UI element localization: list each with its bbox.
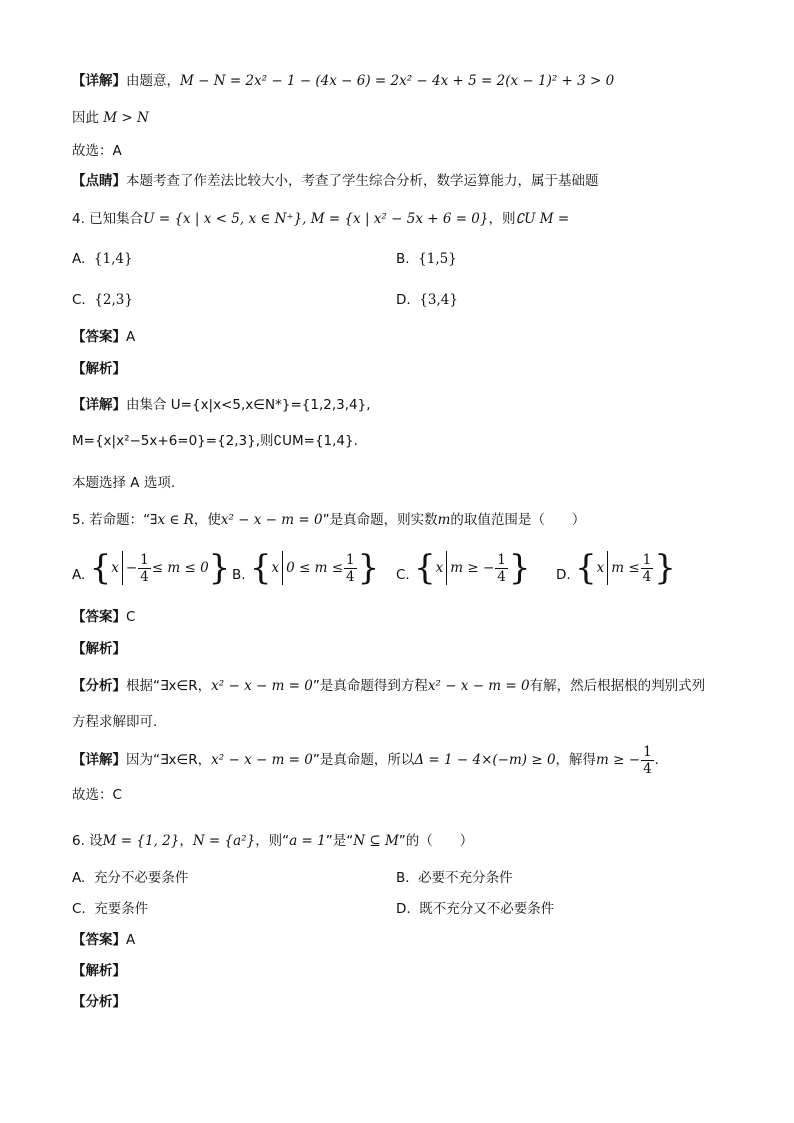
set-cond: m ≤ bbox=[611, 560, 640, 576]
q4-detail-line1 bbox=[72, 396, 371, 414]
q4-detail-line2: M={x|x²−5x+6=0}={2,3},则∁UM={1,4}. bbox=[72, 433, 358, 449]
numerator: 1 bbox=[642, 551, 652, 568]
fraction bbox=[344, 552, 357, 585]
option-label: A. bbox=[72, 870, 86, 886]
fenxi-text2: ”是真命题得到方程 bbox=[312, 678, 428, 694]
answer-value: A bbox=[126, 329, 136, 345]
q5-stem bbox=[72, 511, 585, 529]
comment-text: 本题考查了作差法比较大小，考查了学生综合分析，数学运算能力，属于基础题 bbox=[126, 173, 599, 189]
set-var: x bbox=[435, 560, 444, 576]
q5-stem-suffix: ”是真命题，则实数 bbox=[322, 512, 438, 528]
set-var: x bbox=[271, 560, 280, 576]
numerator: 1 bbox=[346, 551, 355, 568]
fraction bbox=[138, 552, 151, 585]
q6-option-b bbox=[396, 869, 513, 887]
left-brace: { bbox=[89, 548, 112, 588]
detail-text: 由题意， bbox=[126, 73, 180, 89]
option-value: 充分不必要条件 bbox=[93, 870, 189, 886]
detail-text2: ”是真命题，所以 bbox=[312, 752, 415, 768]
set-cond: m ≥ − bbox=[450, 560, 495, 576]
set-expression bbox=[250, 548, 379, 588]
detail-text3: ，解得 bbox=[555, 752, 597, 768]
option-label: D. bbox=[396, 292, 411, 308]
q3-detail-line bbox=[72, 72, 614, 90]
option-label: C. bbox=[72, 292, 86, 308]
q3-choose: 故选：A bbox=[72, 143, 122, 159]
detail-math1: x² − x − m = 0 bbox=[211, 752, 313, 768]
set-expression bbox=[90, 548, 231, 588]
option-label: A. bbox=[72, 251, 86, 267]
q5-fenxi-line1 bbox=[72, 677, 705, 695]
q4-option-c bbox=[72, 291, 133, 309]
set-expression bbox=[575, 548, 676, 588]
option-label: C. bbox=[72, 901, 86, 917]
option-label: A. bbox=[72, 567, 86, 583]
set-cond: 0 ≤ m ≤ bbox=[286, 560, 344, 576]
fenxi-math1: x² − x − m = 0 bbox=[211, 678, 313, 694]
q4-detail-line3: 本题选择 A 选项. bbox=[72, 475, 176, 491]
q4-stem-prefix: 4. 已知集合 bbox=[72, 211, 144, 227]
therefore-text: 因此 bbox=[72, 110, 99, 126]
q4-option-b bbox=[396, 250, 457, 268]
answer-tag: 【答案】 bbox=[72, 932, 126, 948]
q5-option-a bbox=[72, 548, 230, 595]
set-bar bbox=[282, 551, 283, 585]
option-label: B. bbox=[396, 870, 410, 886]
answer-value: A bbox=[126, 932, 136, 948]
numerator: 1 bbox=[643, 743, 652, 760]
q5-stem-m: m bbox=[437, 512, 451, 528]
q4-option-d bbox=[396, 291, 458, 309]
detail-tag: 【详解】 bbox=[72, 397, 126, 413]
option-value: {1,4} bbox=[93, 251, 133, 267]
q5-option-b bbox=[232, 548, 379, 595]
option-label: D. bbox=[396, 901, 411, 917]
minus-sign: − bbox=[125, 560, 138, 576]
numerator: 1 bbox=[140, 551, 149, 568]
q5-stem-mid: ，使 bbox=[193, 512, 221, 528]
denominator: 4 bbox=[140, 568, 149, 585]
q3-therefore-line bbox=[72, 109, 149, 127]
q6-stem-text2: ”是“ bbox=[325, 833, 354, 849]
q6-stem-prefix: 6. 设 bbox=[72, 833, 103, 849]
set-var: x bbox=[111, 560, 119, 576]
q6-stem-text3: ”的（ ） bbox=[398, 833, 474, 849]
set-var: x bbox=[596, 560, 605, 576]
option-label: B. bbox=[396, 251, 410, 267]
q4-stem-end: ∁U M = bbox=[515, 211, 570, 227]
option-value: {2,3} bbox=[94, 292, 133, 308]
q5-stem-math2: x² − x − m = 0 bbox=[220, 512, 323, 528]
q6-stem-math1: M = {1, 2} bbox=[102, 833, 180, 849]
q6-fenxi-tag: 【分析】 bbox=[72, 994, 126, 1010]
comment-tag: 【点睛】 bbox=[72, 173, 126, 189]
set-bar bbox=[446, 551, 447, 585]
q5-stem-end: 的取值范围是（ ） bbox=[450, 512, 586, 528]
set-bar bbox=[122, 551, 123, 585]
q5-stem-prefix: 5. 若命题：“ bbox=[72, 512, 151, 528]
detail-tag: 【详解】 bbox=[72, 752, 126, 768]
option-value: {1,5} bbox=[418, 251, 457, 267]
option-value: 既不充分又不必要条件 bbox=[419, 901, 555, 917]
q6-stem bbox=[72, 832, 473, 850]
fenxi-math2: x² − x − m = 0 bbox=[427, 678, 530, 694]
right-brace: } bbox=[654, 548, 676, 588]
detail-text1: 因为“∃x∈R， bbox=[126, 752, 212, 768]
fraction bbox=[641, 744, 654, 777]
q6-stem-text1: ，则“ bbox=[255, 833, 290, 849]
q5-stem-math1: ∃x ∈ R bbox=[150, 512, 194, 528]
right-brace: } bbox=[508, 548, 531, 588]
q4-stem-math: U = {x | x < 5, x ∈ N⁺}, M = {x | x² − 5x + 6 = 0} bbox=[143, 211, 489, 227]
q4-option-a bbox=[72, 250, 133, 268]
answer-tag: 【答案】 bbox=[72, 609, 126, 625]
option-label: C. bbox=[396, 567, 410, 583]
denominator: 4 bbox=[497, 568, 506, 585]
left-brace: { bbox=[414, 548, 436, 588]
option-value: 必要不充分条件 bbox=[418, 870, 513, 886]
option-label: B. bbox=[232, 567, 246, 583]
right-brace: } bbox=[208, 548, 231, 588]
set-expression bbox=[414, 548, 531, 588]
fenxi-tag: 【分析】 bbox=[72, 678, 126, 694]
answer-tag: 【答案】 bbox=[72, 329, 126, 345]
q6-option-c bbox=[72, 900, 148, 918]
q5-option-c bbox=[396, 548, 531, 595]
q5-fenxi-line2: 方程求解即可. bbox=[72, 714, 158, 730]
q6-answer-line bbox=[72, 931, 135, 949]
left-brace: { bbox=[249, 548, 272, 588]
fenxi-text1: 根据“∃x∈R， bbox=[126, 678, 212, 694]
q4-stem-suffix: ，则 bbox=[488, 211, 516, 227]
numerator: 1 bbox=[497, 551, 506, 568]
q5-detail-line: 【详解】因为“∃x∈R，x² − x − m = 0”是真命题，所以Δ = 1 − 4×(−m) ≥ 0，解得m ≥ − $\frac{1}{4}$ . bbox=[72, 743, 659, 777]
answer-value: C bbox=[126, 609, 136, 625]
therefore-math: M > N bbox=[103, 110, 149, 126]
option-value: 充要条件 bbox=[94, 901, 149, 917]
q6-analysis-tag: 【解析】 bbox=[72, 963, 126, 979]
option-label: D. bbox=[556, 567, 571, 583]
q6-stem-math4: N ⊆ M bbox=[353, 833, 399, 849]
fraction bbox=[641, 552, 654, 585]
q5-analysis-tag: 【解析】 bbox=[72, 641, 126, 657]
q5-choose: 故选：C bbox=[72, 787, 122, 803]
denominator: 4 bbox=[346, 568, 355, 585]
denominator: 4 bbox=[643, 760, 652, 777]
detail-tag: 【详解】 bbox=[72, 73, 126, 89]
q6-stem-comma: ， bbox=[179, 833, 193, 849]
q6-stem-math3: a = 1 bbox=[289, 833, 326, 849]
q4-answer-line bbox=[72, 328, 135, 346]
set-cond: ≤ m ≤ 0 bbox=[151, 560, 209, 576]
denominator: 4 bbox=[642, 568, 652, 585]
right-brace: } bbox=[357, 548, 380, 588]
q6-option-d bbox=[396, 900, 554, 918]
q4-analysis-tag: 【解析】 bbox=[72, 361, 126, 377]
detail-text: 由集合 U={x|x<5,x∈N*}={1,2,3,4}, bbox=[126, 397, 371, 413]
left-brace: { bbox=[574, 548, 597, 588]
fraction bbox=[495, 552, 508, 585]
q6-option-a bbox=[72, 869, 188, 887]
q5-option-d bbox=[556, 548, 676, 595]
fenxi-text3: 有解，然后根据根的判别式列 bbox=[529, 678, 706, 694]
q6-stem-math2: N = {a²} bbox=[192, 833, 256, 849]
detail-math3: m ≥ − bbox=[596, 752, 641, 768]
detail-math2: Δ = 1 − 4×(−m) ≥ 0 bbox=[414, 752, 556, 768]
set-bar bbox=[607, 551, 608, 585]
q5-answer-line bbox=[72, 608, 135, 626]
q3-comment-line bbox=[72, 172, 599, 190]
detail-math: M − N = 2x² − 1 − (4x − 6) = 2x² − 4x + 5 = 2(x − 1)² + 3 > 0 bbox=[180, 73, 615, 89]
q4-stem bbox=[72, 210, 569, 228]
option-value: {3,4} bbox=[419, 292, 458, 308]
